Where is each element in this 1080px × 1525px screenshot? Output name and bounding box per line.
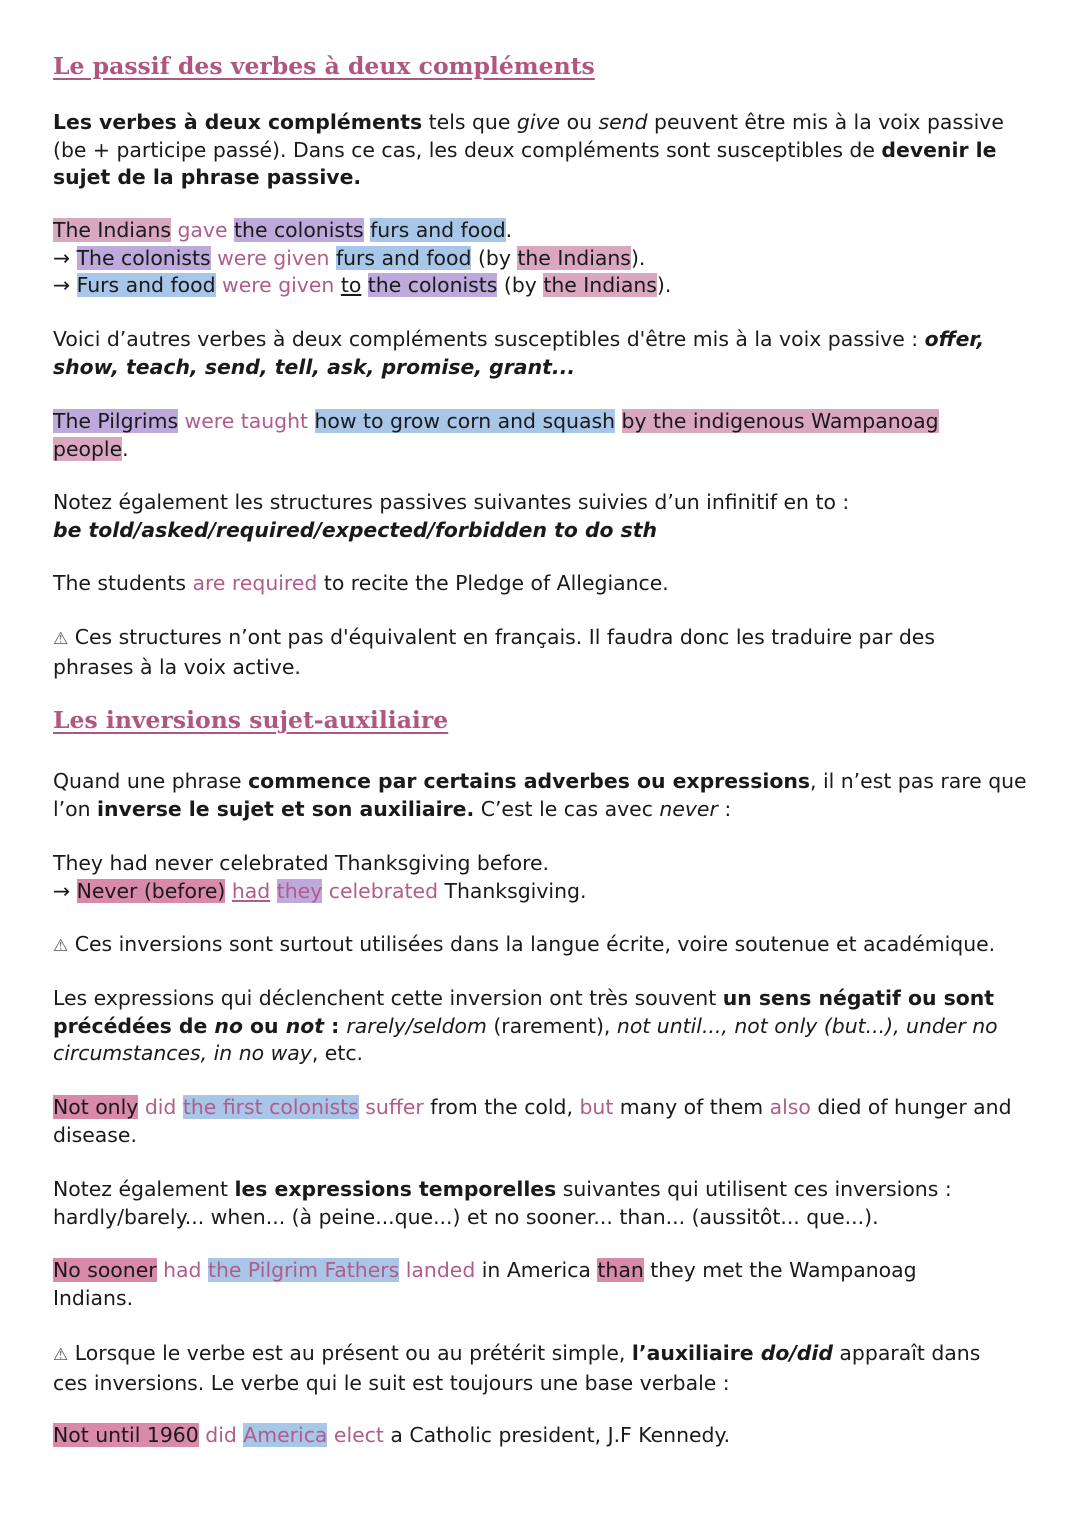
infinitive-note: Notez également les structures passives suivantes suivies d’un infinitif en to : be told/asked/required/expected/forbidden to do sth — [53, 490, 850, 542]
example-line: → The colonists were given furs and food (by the Indians). — [53, 245, 646, 270]
passive-example-2: The Pilgrims were taught how to grow corn and squash by the indigenous Wampanoag people. — [53, 409, 939, 461]
warning-2: ⚠ Ces inversions sont surtout utilisées dans la langue écrite, voire soutenue et académique. — [53, 932, 996, 956]
warning-1: ⚠ Ces structures n’ont pas d'équivalent en français. Il faudra donc les traduire par des phrases à la voix active. — [53, 625, 935, 679]
inversion-intro: Quand une phrase commence par certains adverbes ou expressions, il n’est pas rare que l’on inverse le sujet et son auxiliaire. C’est le cas avec never : — [53, 769, 1027, 821]
example-line: → Furs and food were given to the colonists (by the Indians). — [53, 273, 672, 297]
other-verbs-paragraph: Voici d’autres verbes à deux compléments susceptibles d'être mis à la voix passive : offer, show, teach, send, tell, ask, promise, grant... — [53, 327, 985, 379]
passive-example-1 — [53, 217, 1043, 300]
passive-example-3: The students are required to recite the Pledge of Allegiance. — [53, 571, 669, 595]
warning-icon: ⚠ — [53, 629, 69, 649]
warning-3: ⚠ Lorsque le verbe est au présent ou au prétérit simple, l’auxiliaire do/did apparaît dans ces inversions. Le verbe qui le suit est toujours une base verbale : — [53, 1341, 981, 1395]
passive-intro: Les verbes à deux compléments tels que give ou send peuvent être mis à la voix passive (be + participe passé). Dans ce cas, les deux compléments sont susceptibles de devenir le sujet de la phrase passive. — [53, 110, 1004, 189]
section-title-inversion: Les inversions sujet-auxiliaire — [53, 706, 449, 734]
example-line: The Indians gave the colonists furs and food. — [53, 218, 513, 242]
negative-expressions: Les expressions qui déclenchent cette inversion ont très souvent un sens négatif ou sont précédées de no ou not : rarely/seldom (rarement), not until..., not only (but...), under no circumstances, in no way, etc. — [53, 986, 998, 1065]
section-title-passive: Le passif des verbes à deux compléments — [53, 52, 595, 80]
warning-icon: ⚠ — [53, 1345, 69, 1365]
inversion-example-2: Not only did the first colonists suffer from the cold, but many of them also died of hunger and disease. — [53, 1095, 1012, 1147]
warning-icon: ⚠ — [53, 936, 69, 956]
temporal-expressions: Notez également les expressions temporelles suivantes qui utilisent ces inversions : hardly/barely... when... (à peine...que...) et no sooner... than... (aussitôt... que...). — [53, 1177, 952, 1229]
inversion-example-3: No sooner had the Pilgrim Fathers landed in America than they met the Wampanoag Indians. — [53, 1258, 917, 1310]
inversion-example-4: Not until 1960 did America elect a Catholic president, J.F Kennedy. — [53, 1423, 731, 1447]
inversion-example-1: They had never celebrated Thanksgiving before. → Never (before) had they celebrated Thanksgiving. — [53, 851, 587, 903]
